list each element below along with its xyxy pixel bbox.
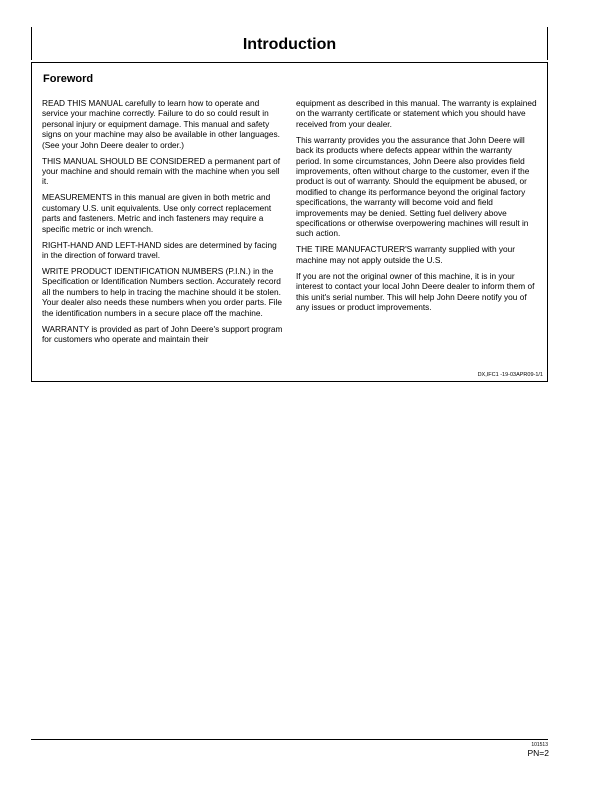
paragraph: equipment as described in this manual. The warranty is explained on the warranty certificate or statement which you should have received from your dealer. <box>296 98 537 129</box>
left-column <box>42 98 285 350</box>
paragraph: This warranty provides you the assurance that John Deere will back its products where defects appear within the warranty period. In some circumstances, John Deere also provides field improvements, often without charge to the customer, even if the product is out of warranty. Should the equipment be abused, or modified to change its performance beyond the original factory specifications, the warranty will become void and field improvements may be denied. Setting fuel delivery above specifications or otherwise overpowering machines will result in such action. <box>296 134 530 239</box>
page-title: Introduction <box>242 36 337 53</box>
paragraph: THIS MANUAL SHOULD BE CONSIDERED a permanent part of your machine and should remain with the machine when you sell it. <box>42 155 281 187</box>
paragraph: If you are not the original owner of this machine, it is in your interest to contact your local John Deere dealer to inform them of this unit's serial number. This will help John Deere notify you of any issues or product improvements. <box>296 270 535 313</box>
paragraph: WARRANTY is provided as part of John Deere's support program for customers who operate and maintain their <box>42 323 283 345</box>
right-column <box>296 98 539 318</box>
paragraph: READ THIS MANUAL carefully to learn how to operate and service your machine correctly. Failure to do so could result in personal injury or equipment damage. This manual and safety signs on your machine may also be available in other languages. (See your John Deere dealer to order.) <box>42 98 280 150</box>
paragraph: RIGHT-HAND AND LEFT-HAND sides are determined by facing in the direction of forward travel. <box>42 239 277 261</box>
footer-divider <box>31 739 548 740</box>
foreword-section <box>31 62 548 382</box>
footer-page-number: 101513 <box>531 742 548 748</box>
paragraph: THE TIRE MANUFACTURER'S warranty supplied with your machine may not apply outside the U.S. <box>296 244 516 265</box>
footer-pn: PN=2 <box>527 748 549 758</box>
paragraph: MEASUREMENTS in this manual are given in both metric and customary U.S. unit equivalents. Use only correct replacement parts and fasteners. Metric and inch fasteners may require a specific metric or inch wrench. <box>42 192 272 234</box>
document-code: DX,IFC1 -19-03APR09-1/1 <box>477 372 543 378</box>
title-box <box>31 27 548 60</box>
section-heading: Foreword <box>43 73 94 85</box>
paragraph: WRITE PRODUCT IDENTIFICATION NUMBERS (P.I.N.) in the Specification or Identification Numbers section. Accurately record all the numbers to help in tracing the machine should it be stolen. Your dealer also needs these numbers when you order parts. File the identification numbers in a secure place off the machine. <box>42 266 282 318</box>
